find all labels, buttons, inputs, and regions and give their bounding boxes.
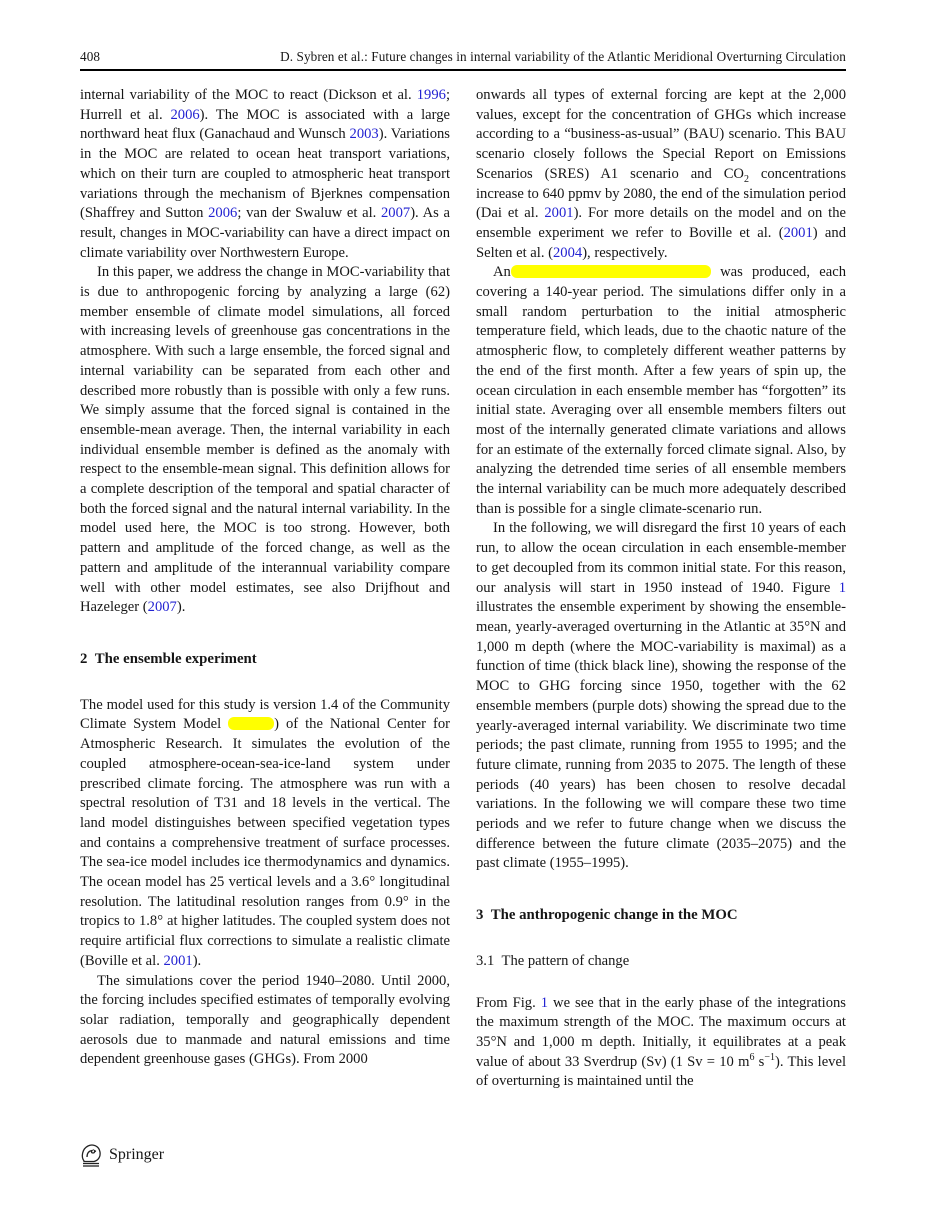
paragraph: [476, 519, 846, 874]
text-run: ) and Selten et al. (: [476, 224, 846, 261]
text-run: ).: [176, 599, 186, 616]
paragraph: [476, 994, 846, 1093]
text-run: From Fig.: [476, 994, 541, 1011]
text-run: ), respectively.: [582, 244, 668, 261]
text-run: s: [754, 1053, 765, 1070]
citation-link[interactable]: 2001: [163, 952, 193, 969]
citation-link[interactable]: 2003: [349, 126, 379, 143]
paragraph: [476, 263, 846, 519]
page-footer: [80, 1143, 164, 1167]
running-title: D. Sybren et al.: Future changes in internal variability of the Atlantic Meridional Overturning Circulation: [280, 49, 846, 64]
page-number: 408: [80, 49, 101, 64]
sub-text: 2: [743, 173, 749, 185]
paragraph: [80, 972, 450, 1071]
section-subheading: [476, 952, 846, 972]
text-run: An: [493, 264, 511, 281]
citation-link[interactable]: 2001: [544, 205, 574, 222]
text-run: ; van der Swaluw et al.: [237, 205, 381, 222]
text-run: we see that in the early phase of the integrations the maximum strength of the MOC. The maximum occurs at 35°N and 1,000 m depth. Initially, it equilibrates at a peak value of about 33 Sverdrup (Sv) (1 Sv = 10 m: [476, 994, 846, 1070]
text-run: was produced, each covering a 140-year period. The simulations differ only in a small random perturbation to the initial atmospheric temperature field, which leads, due to the chaotic nature of the atmospheric flow, to completely different weather patterns by the end of the first month. After a few years of spin up, the ocean circulation in each ensemble member has “forgotten” its initial state. Averaging over all ensemble members filters out most of the internally generated climate variations and allows for an estimate of the externally forced climate signal. Also, by analyzing the detrended time series of all ensemble members the internal variability can be much more adequately described than is possible for a single climate-scenario run.: [476, 264, 846, 517]
text-run: In the following, we will disregard the first 10 years of each run, to allow the ocean circulation in each ensemble-member to get decoupled from its common initial state. For this reason, our analysis will start in 1950 instead of 1940. Figure: [476, 520, 846, 596]
text-run: The model used for this study is version 1.4 of the Community Climate System Model: [80, 696, 450, 733]
text-run: ). For more details on the model and on the ensemble experiment we refer to Boville et al. (: [476, 205, 846, 241]
highlight-redaction: [511, 265, 711, 278]
citation-link[interactable]: 1996: [416, 87, 446, 103]
text-run: ). Variations in the MOC are related to ocean heat transport variations, which on their turn are coupled to atmospheric heat transport variations through the mechanism of Bjerknes compensation (Shaffrey and Sutton: [80, 126, 450, 222]
text-run: 2 The ensemble experiment: [80, 650, 257, 667]
citation-link[interactable]: 2007: [381, 205, 411, 222]
text-run: ). This level of overturning is maintained until the: [476, 1053, 847, 1090]
paragraph: [80, 696, 450, 972]
paragraph: [80, 86, 450, 263]
text-run: ) of the National Center for Atmospheric Research. It simulates the evolution of the coupled atmosphere-ocean-sea-ice-land system under prescribed climate forcing. The atmosphere was run with a spectral resolution of T31 and 18 levels in the vertical. The land model distinguishes between specified vegetation types and contains a comprehensive treatment of surface processes. The sea-ice model includes ice thermodynamics and dynamics. The ocean model has 25 vertical levels and a 3.6° longitudinal resolution. The latitudinal resolution ranges from 0.9° in the tropics to 1.8° at higher latitudes. The coupled system does not require artificial flux corrections to simulate a realistic climate (Boville et al.: [80, 716, 450, 969]
springer-horse-logo-icon: [80, 1143, 102, 1167]
citation-link[interactable]: 2004: [553, 244, 583, 261]
citation-link[interactable]: 2007: [147, 599, 177, 616]
header-rule: [80, 69, 846, 71]
citation-link[interactable]: 2006: [208, 205, 238, 222]
text-run: 3.1 The pattern of change: [476, 952, 630, 969]
text-run: ; Hurrell et al.: [80, 87, 450, 123]
right-column: [476, 86, 846, 1092]
section-heading: [80, 650, 450, 670]
paragraph: [80, 263, 450, 618]
text-run: concentrations increase to 640 ppmv by 2080, the end of the simulation period (Dai et al.: [476, 165, 846, 222]
citation-link[interactable]: 1: [838, 579, 846, 596]
text-run: internal variability of the MOC to react (Dickson et al.: [80, 87, 417, 103]
text-run: ). As a result, changes in MOC-variability can have a direct impact on climate variability over Northwestern Europe.: [80, 205, 450, 261]
highlight-redaction: [228, 717, 274, 730]
text-run: onwards all types of external forcing are kept at the 2,000 values, except for the concentration of GHGs which increase according to a “business-as-usual” (BAU) scenario. This BAU scenario closely follows the Special Report on Emissions Scenarios (SRES) A1 scenario and CO: [476, 87, 846, 182]
paragraph: [476, 86, 846, 263]
text-run: illustrates the ensemble experiment by showing the ensemble-mean, yearly-averaged overturning in the Atlantic at 35°N and 1,000 m depth (where the MOC-variability is maximal) as a function of time (thick black line), showing the response of the MOC to GHG forcing since 1950, together with the 62 ensemble members (purple dots) showing the spread due to the yearly-averaged internal variability. We discriminate two time periods; the past climate, running from 1955 to 1995; and the future climate, running from 2035 to 2075. The length of these periods (40 years) has been chosen to resolve decadal variations. In the following we will compare these two time periods and we refer to future change when we discuss the difference between the future climate (2035–2075) and the past climate (1955–1995).: [476, 599, 846, 872]
section-heading: [476, 906, 846, 926]
text-run: 3 The anthropogenic change in the MOC: [476, 907, 738, 924]
text-run: ). The MOC is associated with a large northward heat flux (Ganachaud and Wunsch: [80, 106, 450, 143]
citation-link[interactable]: 2001: [783, 224, 813, 241]
publisher-name: Springer: [109, 1146, 165, 1163]
page-header: [80, 49, 846, 65]
text-run: In this paper, we address the change in MOC-variability that is due to anthropogenic forcing by analyzing a large (62) member ensemble of climate model simulations, all forced with increasing levels of greenhouse gas concentrations in the atmosphere. With such a large ensemble, the forced signal and internal variability can be separated from each other and described more robustly than is possible with only a few runs. We simply assume that the forced signal is contained in the ensemble-mean average. Then, the internal variability in each individual ensemble member is defined as the anomaly with respect to the ensemble-mean signal. This definition allows for a complete description of the temporal and spatial character of both the forced signal and the natural internal variability. In the model used here, the MOC is too strong. However, both pattern and amplitude of the forced change, as well as the pattern and amplitude of the interannual variability compare well with other model estimates, see also Drijfhout and Hazeleger (: [80, 264, 450, 616]
text-run: The simulations cover the period 1940–2080. Until 2000, the forcing includes specified estimates of temporally evolving solar radiation, temporally and geographically dependent aerosols due to manmade and natural emissions and time dependent greenhouse gases (GHGs). From 2000: [80, 972, 450, 1068]
text-run: ).: [192, 952, 202, 969]
sup-text: −1: [764, 1051, 775, 1063]
sup-text: 6: [749, 1051, 755, 1063]
citation-link[interactable]: 1: [540, 994, 549, 1011]
two-column-body: [80, 86, 846, 1092]
citation-link[interactable]: 2006: [170, 106, 200, 123]
left-column: [80, 86, 450, 1092]
